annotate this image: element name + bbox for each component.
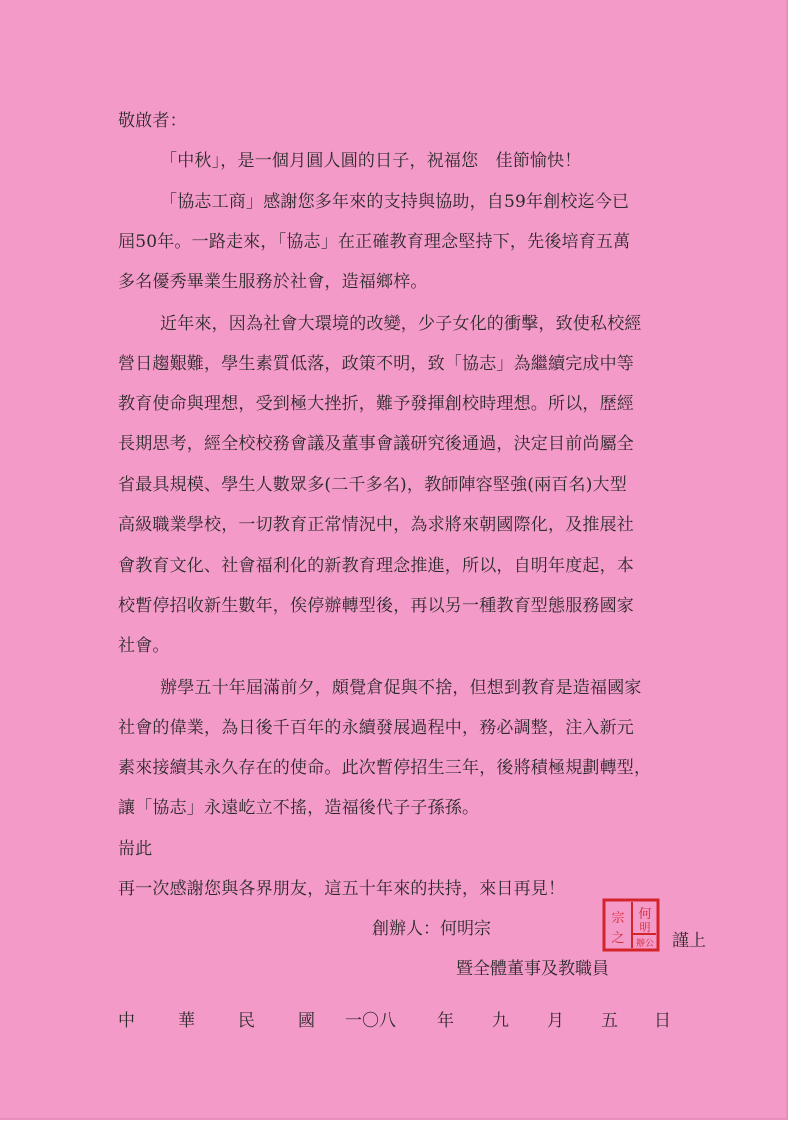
date-part: 中 [118, 1011, 135, 1031]
paragraph-line-15: 社會的偉業，為日後千百年的永續發展過程中，務必調整，注入新元 [118, 718, 634, 738]
svg-text:明: 明 [639, 921, 651, 934]
staff-signature: 暨全體董事及教職員 [456, 959, 609, 979]
paragraph-line-10: 高級職業學校，一切教育正常情況中，為求將來朝國際化，及推展社 [118, 515, 634, 535]
date-part: 五 [601, 1011, 618, 1031]
closing-word: 謹上 [672, 931, 706, 951]
paragraph-line-12: 校暫停招收新生數年，俟停辦轉型後，再以另一種教育型態服務國家 [118, 596, 634, 616]
date-part: 日 [654, 1011, 671, 1031]
date-part: 一〇八 [345, 1011, 396, 1031]
date-part: 月 [547, 1011, 564, 1031]
paragraph-line-3: 屆50年。一路走來，「協志」在正確教育理念堅持下，先後培育五萬 [118, 232, 631, 252]
closing-phrase: 耑此 [118, 839, 153, 859]
paragraph-line-9: 省最具規模、學生人數眾多(二千多名)，教師陣容堅強(兩百名)大型 [118, 475, 627, 495]
date-line [0, 1010, 800, 1034]
paragraph-line-5: 近年來，因為社會大環境的改變，少子女化的衝擊，致使私校經 [160, 314, 642, 334]
paragraph-line-14: 辦學五十年屆滿前夕，頗覺倉促與不捨，但想到教育是造福國家 [160, 678, 642, 698]
paragraph-line-4: 多名優秀畢業生服務於社會，造福鄉梓。 [118, 272, 428, 292]
svg-text:宗: 宗 [611, 911, 625, 926]
salutation: 敬啟者： [118, 111, 187, 131]
paragraph-line-17: 讓「協志」永遠屹立不搖，造福後代子子孫孫。 [118, 798, 480, 818]
founder-signature: 創辦人：何明宗 [372, 919, 491, 939]
paragraph-line-7: 教育使命與理想，受到極大挫折，難予發揮創校時理想。所以，歷經 [118, 394, 634, 414]
date-part: 國 [298, 1011, 315, 1031]
date-part: 年 [437, 1011, 454, 1031]
final-thanks: 再一次感謝您與各界朋友，這五十年來的扶持，來日再見！ [118, 879, 566, 899]
paragraph-line-6: 營日趨艱難，學生素質低落，政策不明，致「協志」為繼續完成中等 [118, 354, 634, 374]
date-part: 民 [238, 1011, 255, 1031]
paragraph-line-16: 素來接續其永久存在的使命。此次暫停招生三年，後將積極規劃轉型， [118, 758, 652, 778]
svg-text:辦公: 辦公 [635, 939, 655, 949]
svg-text:之: 之 [611, 931, 625, 946]
paragraph-line-1: 「中秋」，是一個月圓人圓的日子，祝福您 佳節愉快！ [160, 151, 582, 171]
date-part: 華 [178, 1011, 195, 1031]
paragraph-line-13: 社會。 [118, 636, 170, 656]
paragraph-line-2: 「協志工商」感謝您多年來的支持與協助，自59年創校迄今已 [160, 192, 630, 212]
paragraph-line-8: 長期思考，經全校校務會議及董事會議研究後通過，決定目前尚屬全 [118, 434, 634, 454]
date-part: 九 [492, 1011, 509, 1031]
svg-text:何: 何 [638, 907, 652, 922]
red-seal-stamp [602, 898, 660, 952]
paragraph-line-11: 會教育文化、社會福利化的新教育理念推進，所以，自明年度起，本 [118, 556, 634, 576]
